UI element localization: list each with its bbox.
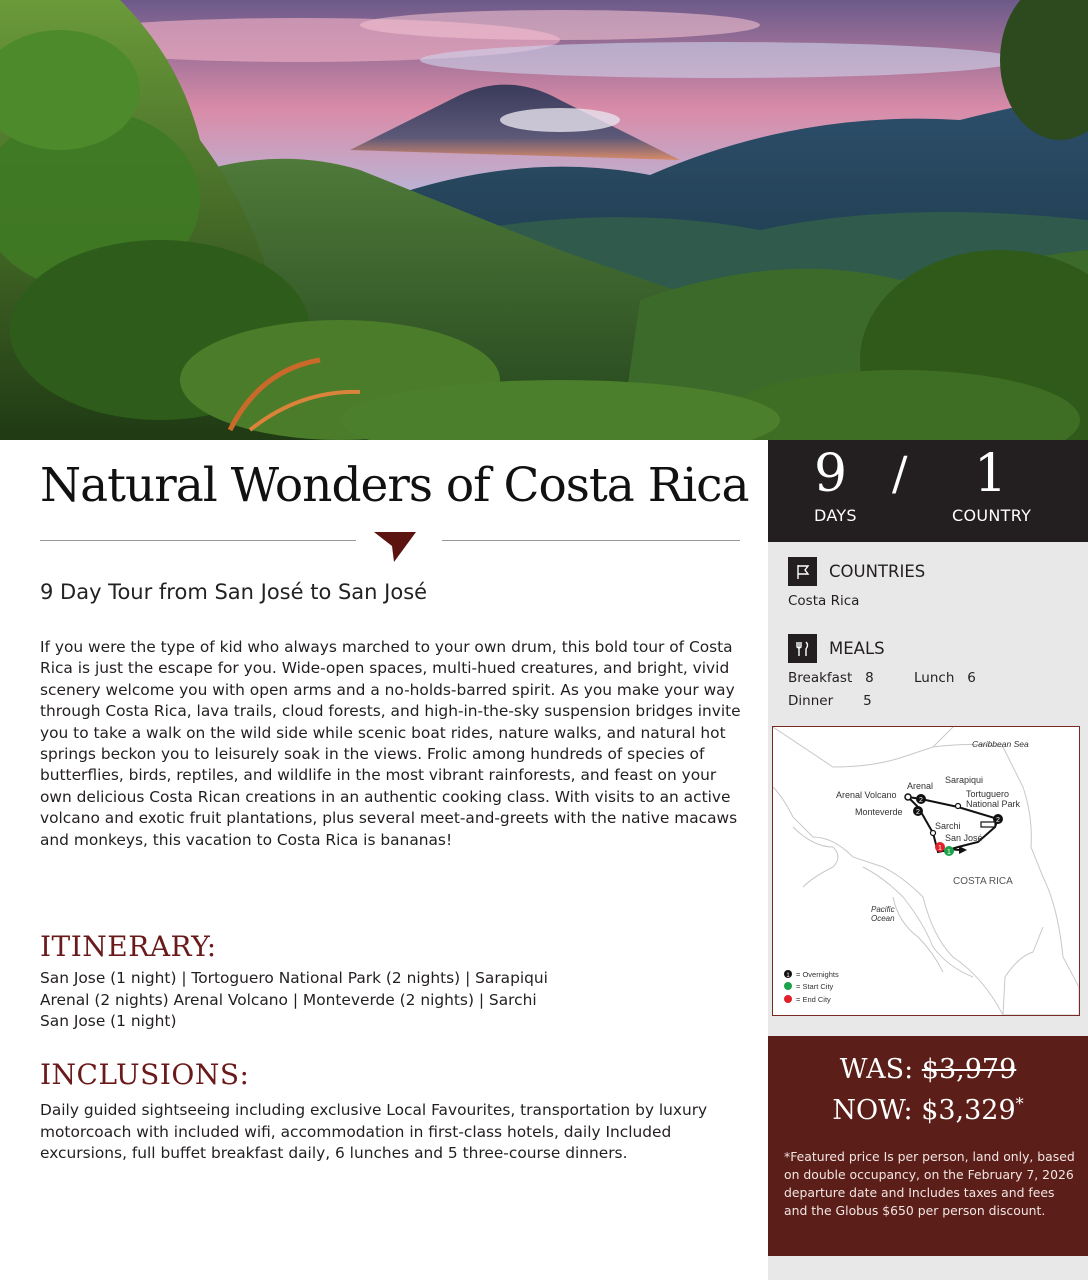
map-label-sea: Caribbean Sea <box>972 739 1029 749</box>
map-label-san-jose: San José <box>945 833 983 843</box>
map-label-sarchi: Sarchi <box>935 821 961 831</box>
tour-title: Natural Wonders of Costa Rica <box>40 458 749 513</box>
price-box <box>768 1036 1088 1256</box>
tour-stats <box>768 440 1088 542</box>
itinerary-list <box>40 968 660 1033</box>
map-label-arenal: Arenal <box>907 781 934 791</box>
breakfast-label: Breakfast <box>788 670 853 686</box>
svg-text:2: 2 <box>996 817 1000 824</box>
meal-dinner <box>788 693 872 709</box>
breakfast-count: 8 <box>865 670 874 686</box>
map-label-tortuguero-text: Tortuguero <box>966 789 1010 799</box>
flag-icon <box>788 557 817 586</box>
days-count: 9 <box>814 444 848 504</box>
hero-image <box>0 0 1088 440</box>
svg-text:2: 2 <box>919 797 923 804</box>
map-label-tortuguero: Tortuguero National Park <box>966 789 1021 809</box>
map-label-sarapiqui: Sarapiqui <box>945 775 984 785</box>
legend-end: = End City <box>796 995 831 1004</box>
stats-separator: / <box>892 446 908 500</box>
itinerary-line: Arenal (2 nights) Arenal Volcano | Monteverde (2 nights) | Sarchi <box>40 990 537 1009</box>
was-label: WAS: <box>839 1054 914 1085</box>
map-label-ocean: Pacific Ocean <box>871 905 895 923</box>
countries-value: Costa Rica <box>788 593 860 609</box>
price-fine-print: *Featured price Is per person, land only, based on double occupancy, on the February 7, 2026 departure date and Includes taxes and fees and the Globus $650 per person discount. <box>784 1149 1075 1218</box>
legend-overnights: = Overnights <box>796 970 839 979</box>
now-label: NOW: <box>832 1095 913 1126</box>
days-label: DAYS <box>814 506 857 525</box>
countries-heading <box>788 557 925 586</box>
svg-text:1: 1 <box>947 849 951 856</box>
was-price <box>768 1054 1088 1085</box>
countries-label: COUNTRY <box>952 506 1032 525</box>
itinerary-line: San Jose (1 night) <box>40 1012 177 1030</box>
inclusions-heading: INCLUSIONS: <box>40 1058 250 1091</box>
now-amount: $3,329 <box>921 1095 1016 1126</box>
divider-left <box>40 540 356 541</box>
tour-description: If you were the type of kid who always marched to your own drum, this bold tour of Costa Rica is just the escape for you. Wide-open spaces, multi-hued creatures, and bright, vivid scenery welcome you with open arms and a no-holds-barred spirit. As you make your way through Costa Rica, lava trails, cloud forests, and high-in-the-sky suspension bridges invite you to take a walk on the wild side while scenic boat rides, nature walks, and natural hot springs beckon you to leisurely soak in the views. Frolic among hundreds of species of butterflies, birds, reptiles, and wildlife in the most vibrant rainforests, and feast on your own delicious Costa Rican creations in an authentic cooking class. With visits to an active volcano and exotic fruit plantations, plus several meet-and-greets with the native macaws and monkeys, this vacation to Costa Rica is bananas! <box>40 638 741 849</box>
svg-text:1: 1 <box>938 845 942 852</box>
utensils-icon <box>788 634 817 663</box>
countries-count: 1 <box>974 444 1008 504</box>
itinerary-heading: ITINERARY: <box>40 930 217 963</box>
meals-heading <box>788 634 885 663</box>
map-label-arenal-volcano: Arenal Volcano <box>836 790 897 800</box>
route-map <box>772 726 1080 1016</box>
dinner-label: Dinner <box>788 693 834 709</box>
itinerary-line: San Jose (1 night) | Tortoguero National Park (2 nights) | Sarapiqui <box>40 969 548 987</box>
price-asterisk: * <box>1015 1094 1024 1113</box>
map-label-country: COSTA RICA <box>953 876 1013 887</box>
map-label-monteverde: Monteverde <box>855 807 903 817</box>
inclusions-text: Daily guided sightseeing including exclusive Local Favourites, transportation by luxury motorcoach with included wifi, accommodation in first-class hotels, daily Included excursions, full buffet breakfast daily, 6 lunches and 5 three-course dinners. <box>40 1101 708 1162</box>
svg-text:1: 1 <box>786 973 790 979</box>
dinner-count: 5 <box>863 693 872 709</box>
meal-breakfast <box>788 670 874 686</box>
meal-lunch <box>914 670 976 686</box>
now-price <box>768 1094 1088 1126</box>
brand-arrow-icon <box>372 530 418 564</box>
legend-start: = Start City <box>796 982 834 991</box>
divider-right <box>442 540 740 541</box>
countries-heading-label: COUNTRIES <box>829 562 926 581</box>
tour-subtitle: 9 Day Tour from San José to San José <box>40 580 428 604</box>
lunch-count: 6 <box>967 670 976 686</box>
svg-text:2: 2 <box>916 809 920 816</box>
lunch-label: Lunch <box>914 670 955 686</box>
meals-heading-label: MEALS <box>829 639 885 658</box>
was-amount: $3,979 <box>921 1054 1017 1085</box>
